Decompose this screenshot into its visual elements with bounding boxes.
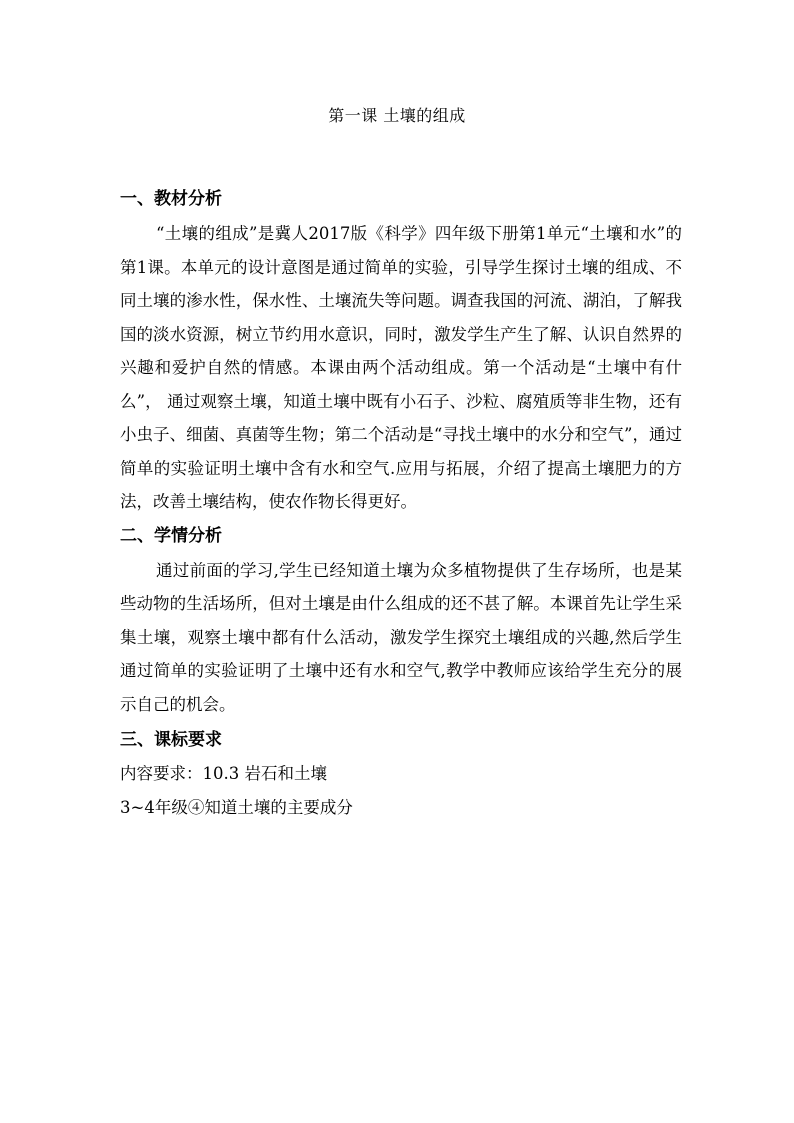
section-paragraph-student-analysis: 通过前面的学习,学生已经知道土壤为众多植物提供了生存场所，也是某些动物的生活场所，但对土壤是由什么组成的还不甚了解。本课首先让学生采集土壤，观察土壤中都有什么活动，激发学生探究土壤组成的兴趣,然后学生通过简单的实验证明了土壤中还有水和空气,教学中教师应该给学生充分的展示自己的机会。 bbox=[120, 560, 682, 714]
section-paragraph-textbook-analysis: “土壤的组成”是冀人2017版《科学》四年级下册第1单元“土壤和水”的第1课。本单元的设计意图是通过简单的实验，引导学生探讨土壤的组成、不同土壤的渗水性，保水性、土壤流失等问题。调查我国的河流、湖泊，了解我国的淡水资源，树立节约用水意识，同时，激发学生产生了解、认识自然界的兴趣和爱护自然的情感。本课由两个活动组成。第一个活动是“土壤中有什么”， 通过观察土壤，知道土壤中既有小石子、沙粒、腐殖质等非生物，还有小虫子、细菌、真菌等生物；第二个活动是“寻找土壤中的水分和空气”，通过简单的实验证明土壤中含有水和空气.应用与拓展，介绍了提高土壤肥力的方法，改善土壤结构，使农作物长得更好。 bbox=[120, 224, 682, 511]
section-heading-textbook-analysis: 一、教材分析 bbox=[120, 189, 222, 209]
section-heading-curriculum-requirements: 三、课标要求 bbox=[120, 730, 222, 750]
document-title: 第一课 土壤的组成 bbox=[328, 106, 466, 125]
curriculum-line-grade-goal: 3~4年级④知道土壤的主要成分 bbox=[120, 797, 353, 817]
curriculum-line-content-requirement: 内容要求：10.3 岩石和土壤 bbox=[120, 764, 327, 783]
document-body bbox=[120, 186, 682, 824]
section-heading-student-analysis: 二、学情分析 bbox=[120, 525, 222, 546]
